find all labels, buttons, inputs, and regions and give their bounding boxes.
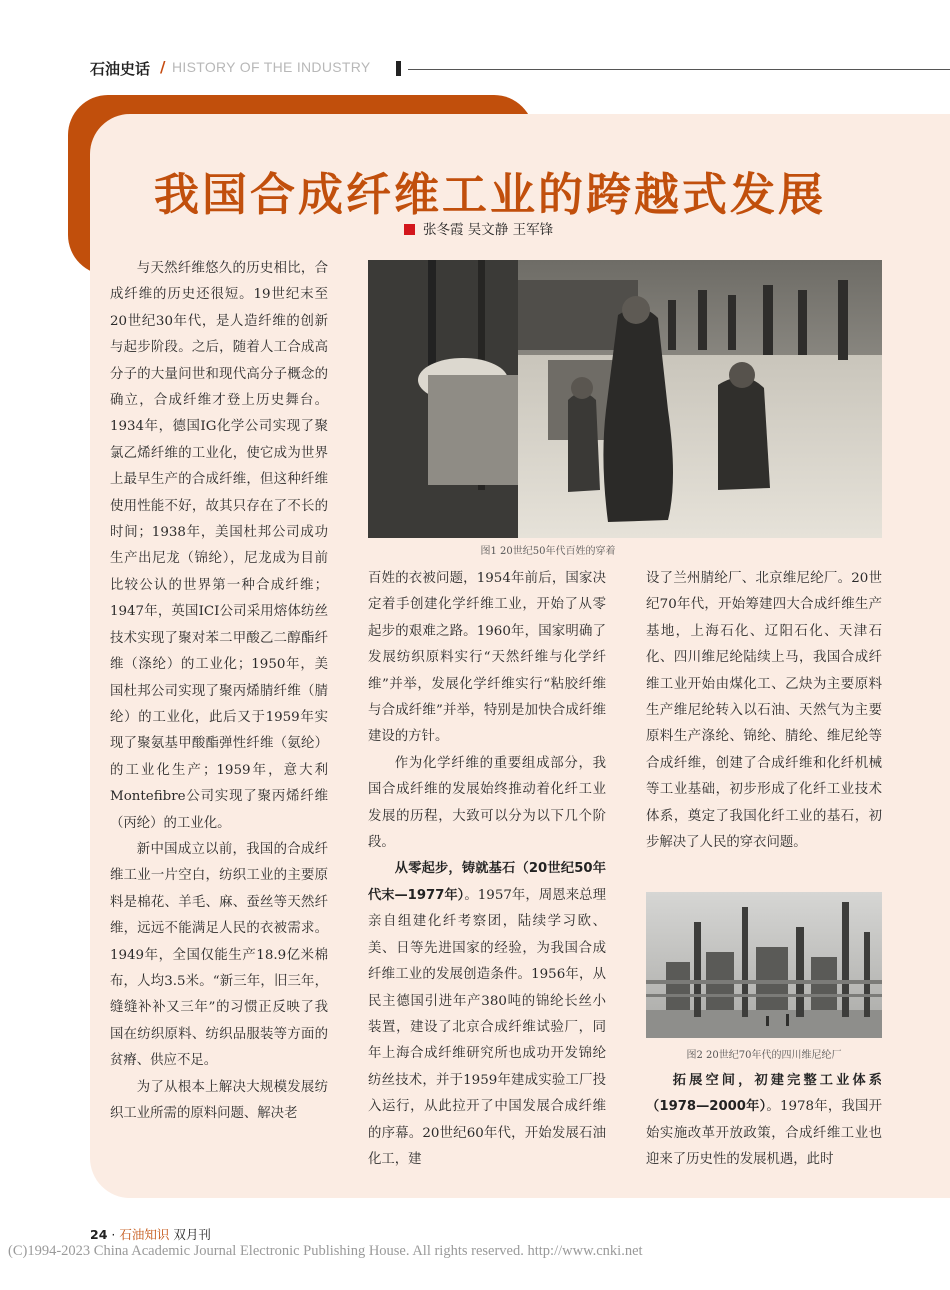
header-rule (408, 69, 950, 70)
page-number: 24 (90, 1227, 108, 1242)
section-slash: / (160, 58, 166, 76)
section-name-cn: 石油史话 (90, 60, 151, 78)
paragraph: 与天然纤维悠久的历史相比，合成纤维的历史还很短。19世纪末至20世纪30年代，是人造纤维的创新与起步阶段。之后，随着人工合成高分子的大量问世和现代高分子概念的确立，合成纤维才登上历史舞台。1934年，德国IG化学公司实现了聚氯乙烯纤维的工业化，使它成为世界上最早生产的合成纤维，但这种纤维使用性能不好，故其只存在了不长的时间；1938年，美国杜邦公司成功生产出尼龙（锦纶），尼龙成为目前比较公认的世界第一种合成纤维；1947年，英国ICI公司采用熔体纺丝技术实现了聚对苯二甲酸乙二醇酯纤维（涤纶）的工业化；1950年，美国杜邦公司实现了聚丙烯腈纤维（腈纶）的工业化，此后又于1959年实现了聚氨基甲酸酯弹性纤维（氨纶）的工业化生产；1959年，意大利Montefibre公司实现了聚丙烯纤维（丙纶）的工业化。 (110, 261, 328, 831)
section-heading: 从零起步，铸就基石（20世纪50年代末—1977年） (368, 861, 606, 903)
figure-1-photo (368, 260, 882, 538)
section-heading: 拓展空间，初建完整工业体系（1978—2000年） (646, 1073, 882, 1115)
figure-2-caption: 图2 20世纪70年代的四川维尼纶厂 (686, 1050, 842, 1061)
paragraph: 设了兰州腈纶厂、北京维尼纶厂。20世纪70年代，开始筹建四大合成纤维生产基地，上海石化、辽阳石化、天津石化、四川维尼纶陆续上马，我国合成纤维工业开始由煤化工、乙炔为主要原料生产维尼纶转入以石油、天然气为主要原料生产涤纶、锦纶、腈纶、维尼纶等合成纤维，创建了合成纤维和化纤机械等工业基础，初步形成了化纤工业技术体系，奠定了我国化纤工业的基石，初步解决了人民的穿衣问题。 (646, 571, 882, 851)
author-line (404, 218, 553, 236)
paragraph-text: 。1957年，周恩来总理亲自组建化纤考察团，陆续学习欧、美、日等先进国家的经验，为我国合成纤维工业的发展创造条件。1956年，从民主德国引进年产380吨的锦纶长丝小装置，建设了北京合成纤维试验厂，同年上海合成纤维研究所也成功开发锦纶纺丝技术，并于1959年建成实验工厂投入运行，从此拉开了中国发展合成纤维的序幕。20世纪60年代，开始发展石油化工，建 (368, 887, 607, 1167)
text-column-3 (646, 566, 882, 856)
running-header (90, 58, 950, 80)
magazine-frequency: 双月刊 (173, 1227, 211, 1242)
section-name-en: HISTORY OF THE INDUSTRY (172, 59, 371, 75)
header-bar (396, 61, 401, 76)
text-column-2 (368, 566, 606, 1173)
paragraph (646, 1068, 882, 1174)
paragraph-text: 。1978年，我国开始实施改革开放政策，合成纤维工业也迎来了历史性的发展机遇，此时 (646, 1099, 883, 1168)
article-title: 我国合成纤维工业的跨越式发展 (153, 168, 826, 221)
paragraph: 作为化学纤维的重要组成部分，我国合成纤维的发展始终推动着化纤工业发展的历程，大致可以分为以下几个阶段。 (368, 755, 606, 851)
text-column-3-continued (646, 1068, 882, 1174)
author-names: 张冬霞 吴文静 王军锋 (423, 222, 554, 238)
author-marker-icon (404, 224, 415, 235)
figure-2-photo (646, 892, 882, 1038)
magazine-name: 石油知识 (119, 1227, 170, 1242)
paragraph: 为了从根本上解决大规模发展纺织工业所需的原料问题、解决老 (110, 1079, 328, 1121)
figure-1-caption: 图1 20世纪50年代百姓的穿着 (480, 546, 616, 557)
copyright-watermark: (C)1994-2023 China Academic Journal Electronic Publishing House. All rights reserved. http://www.cnki.net (8, 1243, 643, 1259)
page-footer (90, 1225, 211, 1243)
text-column-1 (110, 256, 328, 1127)
paragraph: 新中国成立以前，我国的合成纤维工业一片空白，纺织工业的主要原料是棉花、羊毛、麻、蚕丝等天然纤维，远远不能满足人民的衣被需求。1949年，全国仅能生产18.9亿米棉布，人均3.5米。“新三年，旧三年，缝缝补补又三年”的习惯正反映了我国在纺织原料、纺织品服装等方面的贫瘠、供应不足。 (110, 841, 328, 1069)
footer-dot: · (111, 1227, 116, 1242)
paragraph (368, 856, 606, 1173)
paragraph: 百姓的衣被问题，1954年前后，国家决定着手创建化学纤维工业，开始了从零起步的艰难之路。1960年，国家明确了发展纺织原料实行“天然纤维与化学纤维”并举，发展化学纤维实行“粘胶纤维与合成纤维”并举，特别是加快合成纤维建设的方针。 (368, 571, 606, 745)
